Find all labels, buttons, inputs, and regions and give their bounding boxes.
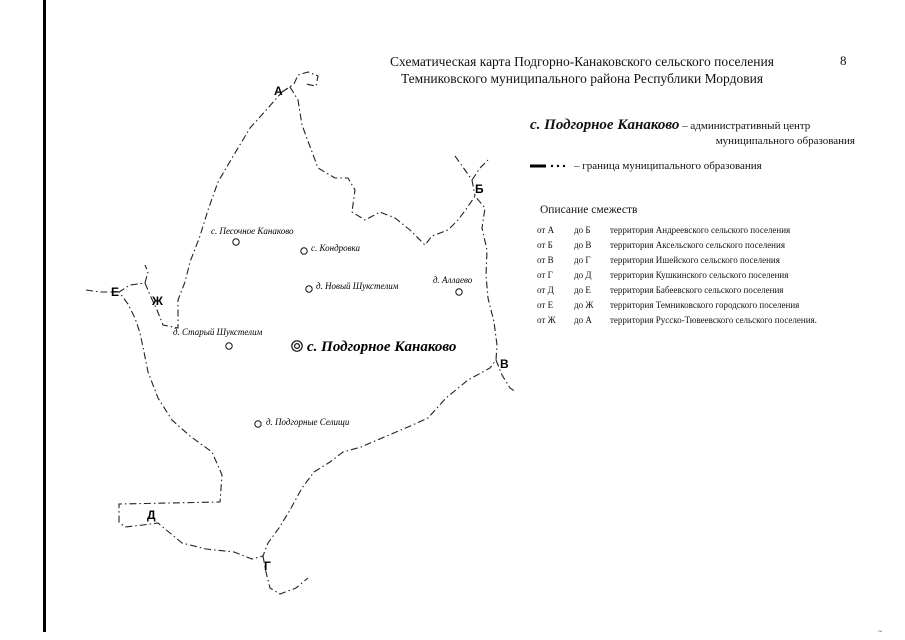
map-title-line2: Темниковского муниципального района Республики Мордовия xyxy=(400,71,764,86)
adjacency-from: от Б xyxy=(537,240,553,250)
adjacency-to: до В xyxy=(574,240,592,250)
admin-center-marker-inner xyxy=(295,344,300,349)
settlement-marker-pesochnoe xyxy=(233,239,239,245)
adjacency-from: от В xyxy=(537,255,554,265)
settlement-label-allaevo: д. Аллаево xyxy=(433,275,473,285)
boundary-point-e: Е xyxy=(111,285,120,299)
adjacency-desc: территория Русско-Тювеевского сельского поселения. xyxy=(610,315,817,325)
adjacency-desc: территория Бабеевского сельского поселения xyxy=(610,285,784,295)
adjacency-to: до Ж xyxy=(574,300,594,310)
legend-center-desc1: – административный центр xyxy=(679,120,811,132)
adjacency-to: до А xyxy=(574,315,592,325)
adjacency-desc: территория Кушкинского сельского поселения xyxy=(610,270,789,280)
settlement-marker-kondrovka xyxy=(301,248,307,254)
admin-center-label: с. Подгорное Канаково xyxy=(307,339,457,355)
adjacency-from: от Г xyxy=(537,270,553,280)
adjacency-desc: территория Аксельского сельского поселения xyxy=(610,240,785,250)
boundary-point-a: А xyxy=(274,84,283,98)
municipal-boundary xyxy=(119,87,497,559)
adjacency-to: до Б xyxy=(574,225,591,235)
legend-center-name: с. Подгорное Канаково xyxy=(530,117,680,133)
adjacency-from: от Ж xyxy=(537,315,556,325)
adjacency-desc: территория Темниковского городского поселения xyxy=(610,300,800,310)
settlement-label-pesochnoe: с. Песочное Канаково xyxy=(211,226,294,236)
page-number: 8 xyxy=(840,53,847,68)
boundary-extension-zh xyxy=(145,265,148,283)
settlement-marker-allaevo xyxy=(456,289,462,295)
settlement-marker-stary-shukstelim xyxy=(226,343,232,349)
adjacency-to: до Д xyxy=(574,270,592,280)
legend-center-desc2: муниципального образования xyxy=(715,135,855,147)
adjacency-title: Описание смежеств xyxy=(540,204,638,216)
adjacency-to: до Е xyxy=(574,285,591,295)
boundary-point-d: Д xyxy=(147,508,156,522)
settlement-label-podgornye-selishchi: д. Подгорные Селищи xyxy=(266,417,350,427)
settlement-marker-podgornye-selishchi xyxy=(255,421,261,427)
settlement-label-stary-shukstelim: д. Старый Шукстелим xyxy=(173,327,263,337)
map-title-line1: Схематическая карта Подгорно-Канаковского сельского поселения xyxy=(390,54,774,69)
boundary-extension-a xyxy=(282,72,318,92)
settlement-label-novy-shukstelim: д. Новый Шукстелим xyxy=(316,281,399,291)
adjacency-desc: территория Ишейского сельского поселения xyxy=(610,255,780,265)
boundary-point-v: В xyxy=(500,357,509,371)
legend-border-desc: – граница муниципального образования xyxy=(574,160,762,172)
boundary-point-b: Б xyxy=(475,182,484,196)
settlement-marker-novy-shukstelim xyxy=(306,286,312,292)
adjacency-to: до Г xyxy=(574,255,591,265)
corner-mark: ~ xyxy=(878,627,883,636)
boundary-point-zh: Ж xyxy=(152,294,163,308)
adjacency-from: от А xyxy=(537,225,555,235)
adjacency-desc: территория Андреевского сельского поселения xyxy=(610,225,791,235)
adjacency-from: от Д xyxy=(537,285,554,295)
settlement-label-kondrovka: с. Кондровка xyxy=(311,243,361,253)
boundary-point-g: Г xyxy=(264,559,271,573)
adjacency-from: от Е xyxy=(537,300,554,310)
